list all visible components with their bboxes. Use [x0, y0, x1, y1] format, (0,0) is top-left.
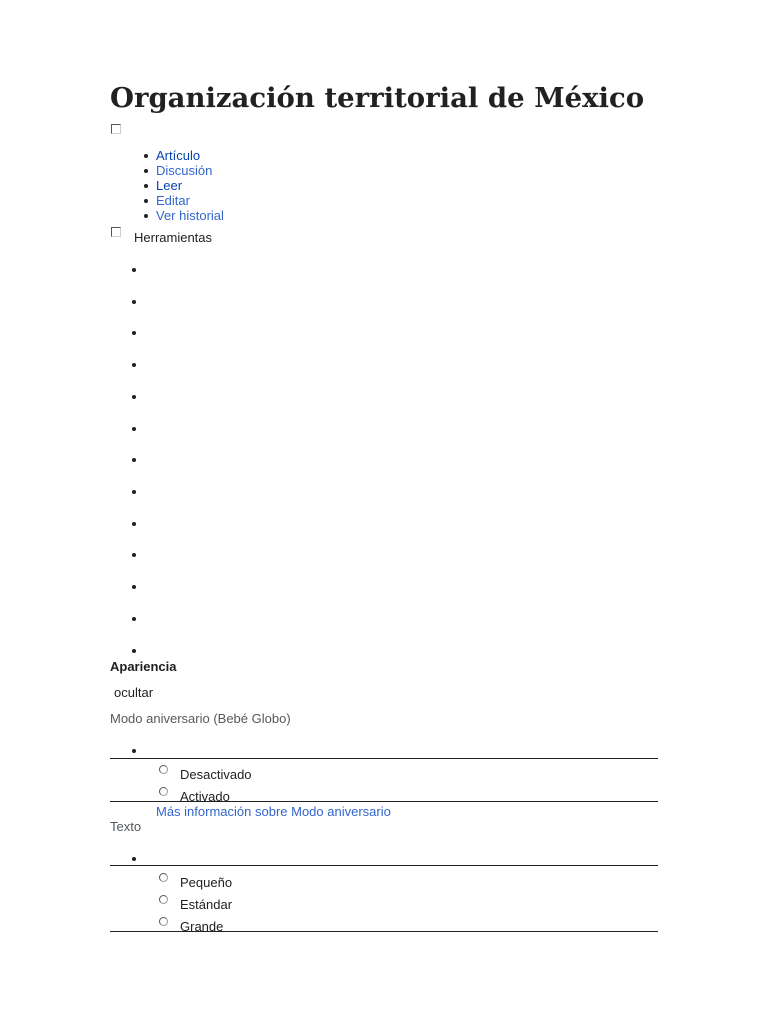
tools-checkbox[interactable]: [111, 227, 121, 237]
anniversary-mode-label: Modo aniversario (Bebé Globo): [110, 711, 291, 726]
page-tabs: [156, 148, 224, 223]
anniversary-more-info-link[interactable]: Más información sobre Modo aniversario: [156, 804, 391, 819]
appearance-hide-button[interactable]: ocultar: [114, 685, 154, 700]
text-size-label: Texto: [110, 819, 142, 834]
option-label-large[interactable]: Grande: [180, 919, 224, 934]
tools-list-item: [132, 458, 136, 462]
option-label-off[interactable]: Desactivado: [180, 767, 252, 782]
divider: [110, 931, 658, 932]
tools-list-item: [132, 522, 136, 526]
tools-list-item: [132, 553, 136, 557]
tools-list-item: [132, 585, 136, 589]
divider: [110, 865, 658, 866]
tab-article[interactable]: Artículo: [156, 148, 224, 163]
tab-discussion[interactable]: Discusión: [156, 163, 224, 178]
tools-list-item: [132, 617, 136, 621]
tools-list-item: [132, 363, 136, 367]
tab-edit[interactable]: Editar: [156, 193, 224, 208]
radio-text-large[interactable]: [159, 917, 168, 926]
text-size-list-item: [132, 857, 136, 861]
radio-text-small[interactable]: [159, 873, 168, 882]
radio-anniversary-on[interactable]: [159, 787, 168, 796]
option-label-small[interactable]: Pequeño: [180, 875, 233, 890]
tab-read[interactable]: Leer: [156, 178, 224, 193]
appearance-heading: Apariencia: [110, 659, 177, 674]
option-label-standard[interactable]: Estándar: [180, 897, 233, 912]
radio-text-standard[interactable]: [159, 895, 168, 904]
divider: [110, 758, 658, 759]
tools-list-item: [132, 649, 136, 653]
tab-history[interactable]: Ver historial: [156, 208, 224, 223]
page-title: Organización territorial de México: [110, 82, 645, 114]
tools-label[interactable]: Herramientas: [134, 230, 213, 245]
tools-list-item: [132, 427, 136, 431]
divider: [110, 801, 658, 802]
tools-list-item: [132, 331, 136, 335]
anniversary-list-item: [132, 749, 136, 753]
tools-list-item: [132, 268, 136, 272]
radio-anniversary-off[interactable]: [159, 765, 168, 774]
tools-list-item: [132, 300, 136, 304]
option-label-on[interactable]: Activado: [180, 789, 230, 804]
main-menu-checkbox[interactable]: [111, 124, 121, 134]
tools-list-item: [132, 395, 136, 399]
tools-list-item: [132, 490, 136, 494]
